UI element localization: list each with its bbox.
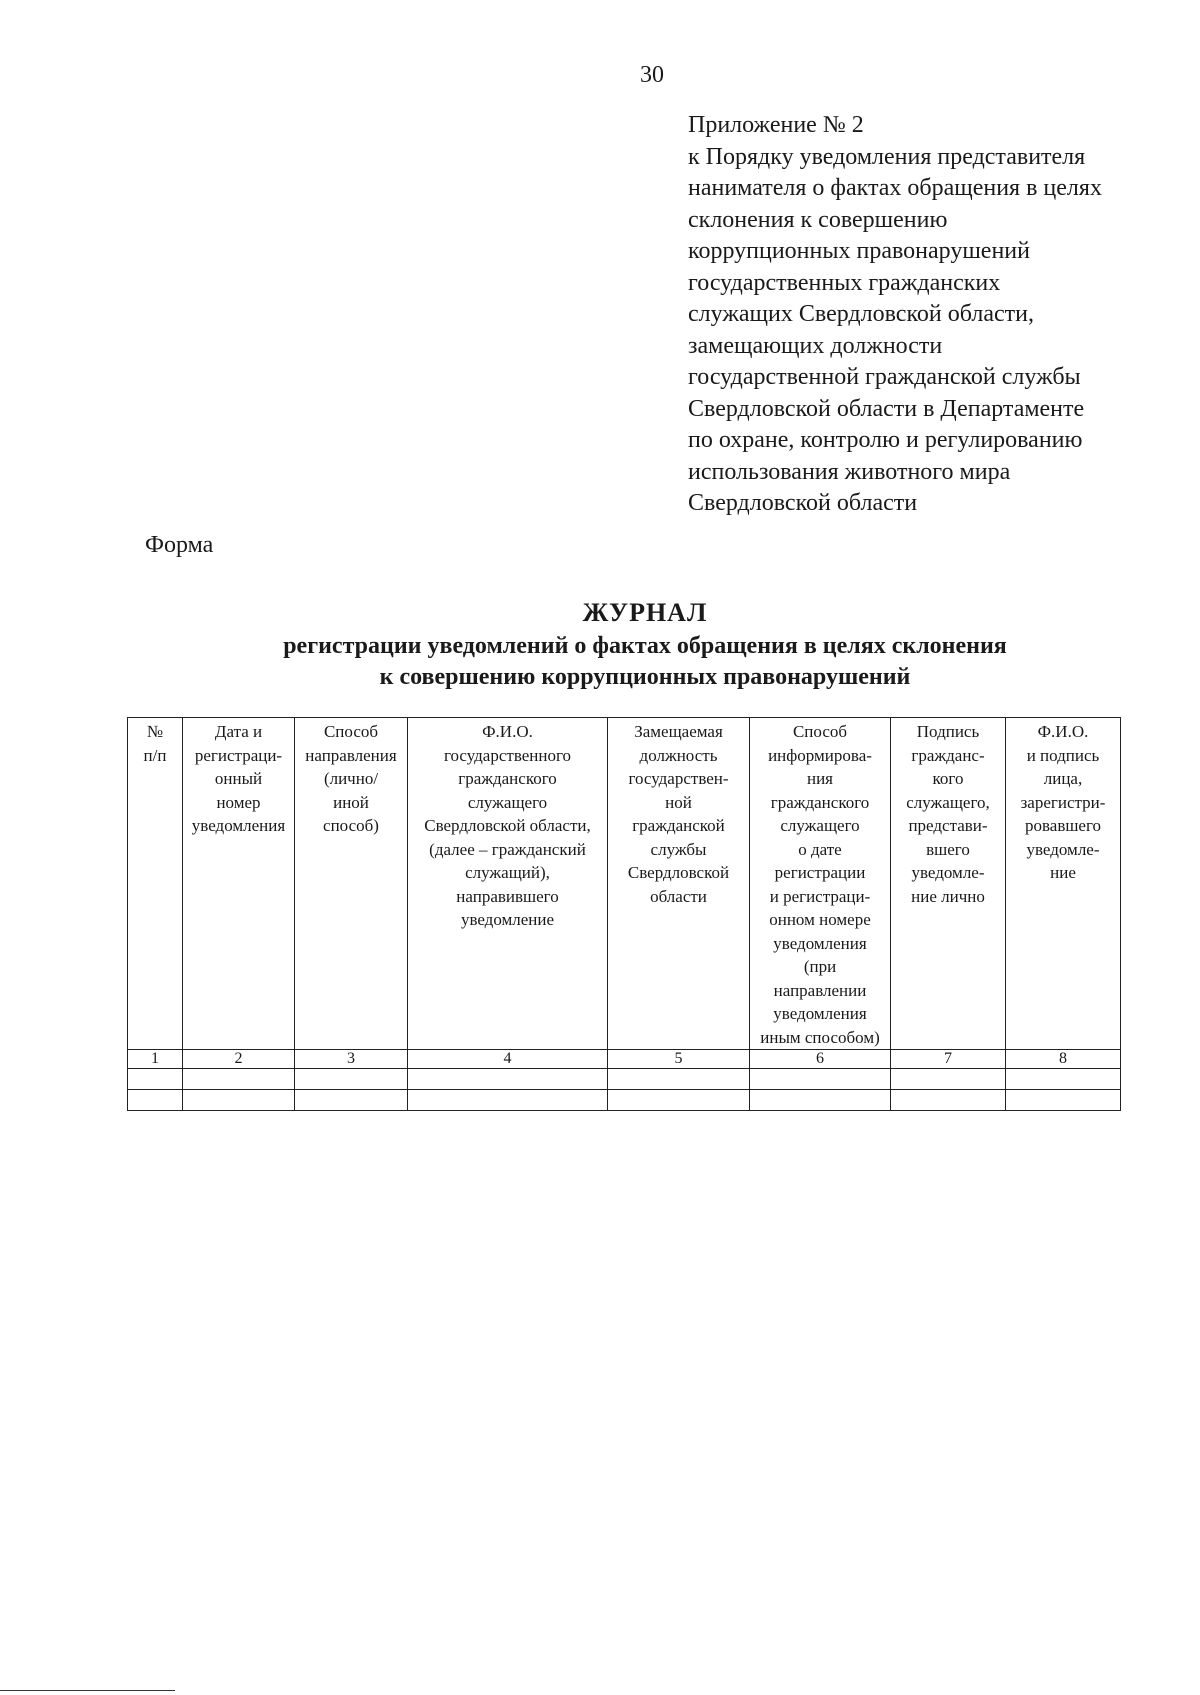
table-row bbox=[128, 1090, 1121, 1111]
column-number: 3 bbox=[295, 1050, 408, 1069]
appendix-line: к Порядку уведомления представителя bbox=[688, 143, 1086, 170]
header-line: и подпись bbox=[1026, 745, 1100, 765]
journal-subtitle bbox=[0, 631, 1200, 693]
header-line: уведомле- bbox=[911, 863, 985, 882]
journal-subtitle-line: к совершению коррупционных правонарушений bbox=[379, 664, 911, 690]
header-line: гражданского bbox=[458, 769, 557, 788]
header-line: ния bbox=[806, 769, 833, 788]
table-cell bbox=[750, 1090, 891, 1111]
column-number: 4 bbox=[408, 1050, 608, 1069]
header-col-1 bbox=[128, 718, 183, 1050]
table-cell bbox=[408, 1090, 608, 1111]
page-number: 30 bbox=[640, 62, 664, 88]
header-line: служащего bbox=[467, 792, 548, 812]
header-col-6 bbox=[750, 718, 891, 1050]
header-line: направлении bbox=[773, 980, 867, 1000]
header-line: способ) bbox=[323, 816, 379, 835]
table-cell bbox=[128, 1090, 183, 1111]
header-line: Ф.И.О. bbox=[1037, 722, 1089, 741]
header-line: служащий), bbox=[465, 863, 550, 882]
header-line: должность bbox=[639, 745, 718, 765]
journal-table bbox=[127, 717, 1121, 1111]
header-line: регистрации bbox=[774, 863, 866, 882]
header-line: онном номере bbox=[769, 910, 871, 929]
appendix-line: служащих Свердловской области, bbox=[688, 301, 1034, 327]
appendix-line: государственных гражданских bbox=[688, 269, 1001, 296]
table-row bbox=[128, 1069, 1121, 1090]
header-line: о дате bbox=[798, 839, 842, 859]
header-line: Подпись bbox=[916, 722, 980, 741]
column-number-row bbox=[128, 1050, 1121, 1069]
header-line: уведомления bbox=[773, 933, 867, 953]
appendix-block bbox=[688, 110, 1168, 520]
appendix-line: Свердловской области в Департаменте bbox=[688, 395, 1085, 422]
column-number: 5 bbox=[608, 1050, 750, 1069]
table-cell bbox=[608, 1090, 750, 1111]
header-line: Замещаемая bbox=[634, 722, 723, 741]
table-cell bbox=[183, 1090, 295, 1111]
header-line: уведомле- bbox=[1026, 839, 1100, 859]
header-line: Свердловской области, bbox=[424, 816, 591, 835]
header-line: регистраци- bbox=[194, 745, 283, 765]
header-line: Ф.И.О. bbox=[482, 722, 533, 741]
appendix-line: по охране, контролю и регулированию bbox=[688, 427, 1083, 453]
header-line: гражданс- bbox=[911, 745, 985, 765]
header-line: кого bbox=[932, 769, 964, 788]
header-line: государствен- bbox=[628, 769, 729, 788]
header-line: Дата и bbox=[214, 722, 263, 741]
header-col-4 bbox=[408, 718, 608, 1050]
column-number: 8 bbox=[1006, 1050, 1121, 1069]
header-line: (далее – гражданский bbox=[429, 839, 586, 859]
header-line: Свердловской bbox=[627, 863, 730, 882]
header-line: государственного bbox=[443, 745, 572, 765]
table-cell bbox=[408, 1069, 608, 1090]
header-line: Способ bbox=[323, 722, 379, 741]
header-line: вшего bbox=[926, 839, 970, 859]
header-line: ной bbox=[665, 792, 692, 812]
header-line: гражданской bbox=[632, 816, 725, 835]
appendix-line: Свердловской области bbox=[688, 490, 918, 516]
table-cell bbox=[183, 1069, 295, 1090]
header-line: области bbox=[650, 886, 707, 906]
header-line: службы bbox=[650, 839, 707, 859]
appendix-line: Приложение № 2 bbox=[688, 112, 864, 138]
header-line: гражданского bbox=[770, 792, 870, 812]
footer-rule bbox=[0, 1690, 175, 1691]
header-line: (лично/ bbox=[323, 769, 379, 788]
header-line: зарегистри- bbox=[1020, 792, 1106, 812]
header-col-3 bbox=[295, 718, 408, 1050]
header-col-7 bbox=[891, 718, 1006, 1050]
header-line: направления bbox=[305, 745, 397, 765]
header-col-5 bbox=[608, 718, 750, 1050]
header-line: информирова- bbox=[768, 745, 872, 765]
table-cell bbox=[128, 1069, 183, 1090]
journal-title: ЖУРНАЛ bbox=[582, 598, 708, 627]
table-cell bbox=[1006, 1090, 1121, 1111]
table-cell bbox=[295, 1090, 408, 1111]
column-number: 7 bbox=[891, 1050, 1006, 1069]
table-cell bbox=[891, 1090, 1006, 1111]
header-line: уведомление bbox=[460, 910, 555, 929]
header-line: № bbox=[146, 722, 164, 741]
appendix-line: коррупционных правонарушений bbox=[688, 238, 1030, 264]
header-line: и регистраци- bbox=[769, 886, 871, 906]
header-line: ние bbox=[1050, 863, 1076, 882]
header-line: ние лично bbox=[911, 886, 985, 906]
column-number: 6 bbox=[750, 1050, 891, 1069]
journal-subtitle-line: регистрации уведомлений о фактах обращения в целях склонения bbox=[283, 633, 1007, 659]
header-line: п/п bbox=[143, 745, 167, 765]
header-line: лица, bbox=[1043, 769, 1083, 788]
header-col-8 bbox=[1006, 718, 1121, 1050]
header-line: представи- bbox=[908, 816, 988, 835]
header-line: служащего, bbox=[906, 792, 990, 812]
table-cell bbox=[750, 1069, 891, 1090]
appendix-line: нанимателя о фактах обращения в целях bbox=[688, 175, 1102, 201]
appendix-line: использования животного мира bbox=[688, 458, 1011, 485]
appendix-line: склонения к совершению bbox=[688, 206, 948, 233]
header-line: иным способом) bbox=[760, 1027, 880, 1047]
header-col-2 bbox=[183, 718, 295, 1050]
header-line: иной bbox=[333, 792, 369, 812]
header-line: Способ bbox=[792, 722, 848, 741]
table-cell bbox=[608, 1069, 750, 1090]
column-number: 1 bbox=[128, 1050, 183, 1069]
table-header-row bbox=[128, 718, 1121, 1050]
table-cell bbox=[1006, 1069, 1121, 1090]
appendix-line: государственной гражданской службы bbox=[688, 364, 1081, 390]
appendix-line: замещающих должности bbox=[688, 332, 943, 359]
header-line: направившего bbox=[456, 886, 559, 906]
header-line: номер bbox=[216, 792, 261, 812]
header-line: онный bbox=[214, 769, 263, 788]
form-label: Форма bbox=[145, 532, 214, 558]
header-line: уведомления bbox=[773, 1004, 867, 1023]
header-line: ровавшего bbox=[1024, 816, 1102, 835]
header-line: (при bbox=[803, 957, 837, 976]
header-line: служащего bbox=[780, 816, 860, 835]
table-cell bbox=[295, 1069, 408, 1090]
column-number: 2 bbox=[183, 1050, 295, 1069]
header-line: уведомления bbox=[191, 816, 286, 835]
table-cell bbox=[891, 1069, 1006, 1090]
